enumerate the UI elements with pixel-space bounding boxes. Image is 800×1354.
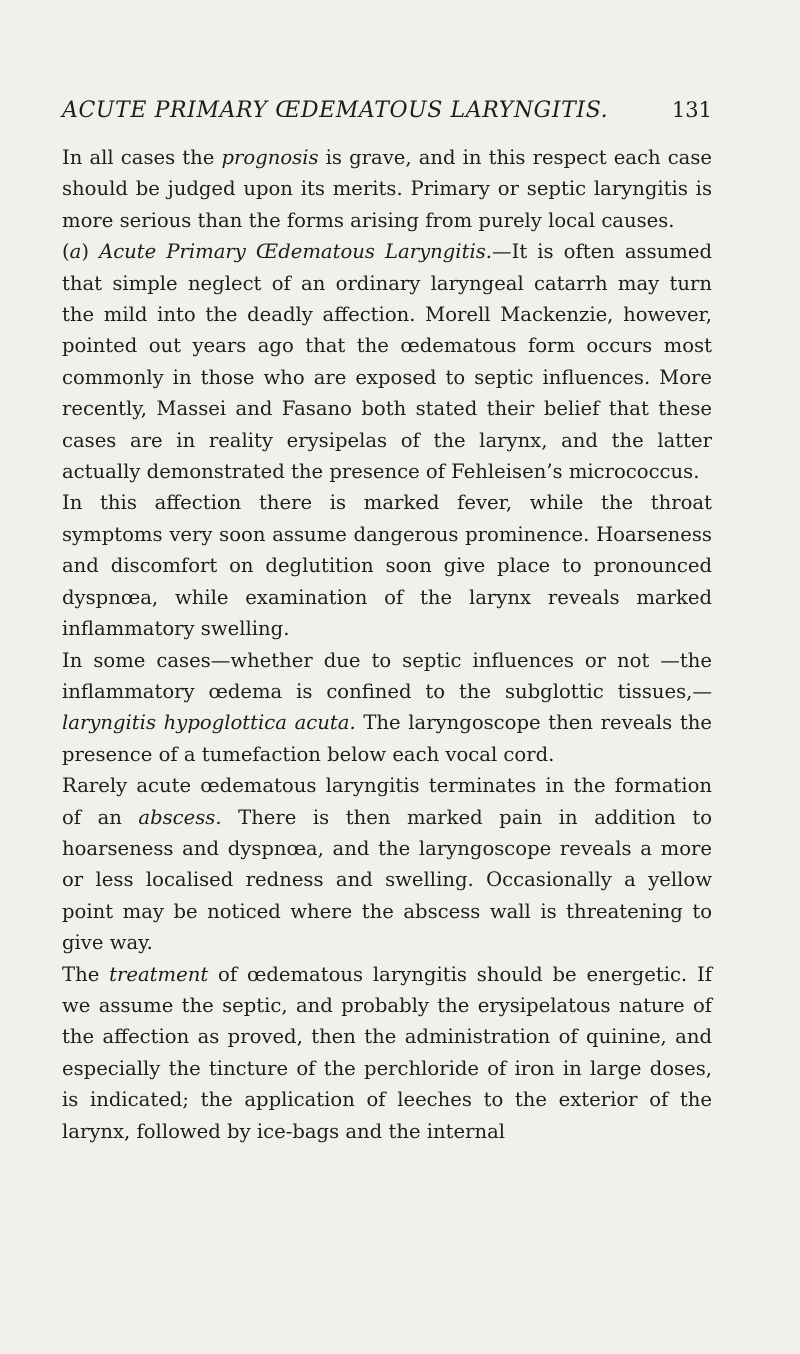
paragraph-symptoms (62, 487, 712, 644)
text-segment-italic: a (69, 240, 82, 264)
body-text (62, 142, 712, 1147)
page-number: 131 (671, 98, 712, 122)
text-segment-italic: abscess. (138, 805, 222, 829)
text-segment: There is then marked pain in addition to hoarseness and dyspnœa, and the laryngoscope reveals a more or less localised redness and swelling. Occasionally a yellow point may be noticed where the abscess wall is threatening to give way. (62, 805, 712, 955)
running-head (62, 98, 712, 132)
paragraph-subglottic (62, 645, 712, 771)
text-segment: Rarely acute œdematous laryngitis terminates in the formation of an (62, 774, 712, 829)
paragraph-abscess (62, 770, 712, 958)
text-segment: The (62, 962, 110, 986)
paragraph-treatment (62, 959, 712, 1147)
text-segment: is grave, and in this respect each case should be judged upon its merits. Primary or septic laryngitis is more serious than the forms arising from purely local causes. (62, 146, 713, 232)
text-segment: —It is often assumed that simple neglect of an ordinary laryngeal catarrh may turn the mild into the deadly affection. Morell Mackenzie, however, pointed out years ago that the œdematous form occurs most commonly in those who are exposed to septic influences. More recently, Massei and Fasano both stated their belief that these cases are in reality erysipelas of the larynx, and the latter actually demonstrated the presence of Fehleisen’s micrococcus. (62, 240, 712, 484)
text-segment: In this affection there is marked fever, while the throat symptoms very soon assume dangerous prominence. Hoarseness and discomfort on deglutition soon give place to pronounced dyspnœa, while examination of the larynx reveals marked inflammatory swelling. (62, 491, 712, 641)
text-segment-italic: prognosis (221, 146, 319, 169)
text-segment-italic: laryngitis hypoglottica acuta. (62, 711, 356, 735)
text-segment: of œdematous laryngitis should be energetic. If we assume the septic, and probably the erysipelatous nature of the affection as proved, then the administration of quinine, and especially the tincture of the perchloride of iron in large doses, is indicated; the application of leeches to the exterior of the larynx, followed by ice-bags and the internal (62, 962, 712, 1143)
text-segment: In all cases the (62, 146, 222, 169)
section-heading: Acute Primary Œdematous Laryngitis. (99, 240, 492, 264)
paragraph-prognosis (62, 142, 712, 236)
text-segment-italic: treatment (109, 962, 209, 986)
running-title: ACUTE PRIMARY ŒDEMATOUS LARYNGITIS. (62, 98, 609, 123)
text-segment: In some cases—whether due to septic influences or not —the inflammatory œdema is confined to the subglottic tissues,— (62, 648, 712, 703)
text-segment: ) (81, 240, 100, 264)
paragraph-acute-primary (62, 236, 712, 487)
text-segment: ( (62, 240, 70, 264)
text-segment: The laryngoscope then reveals the presence of a tumefaction below each vocal cord. (62, 711, 712, 766)
